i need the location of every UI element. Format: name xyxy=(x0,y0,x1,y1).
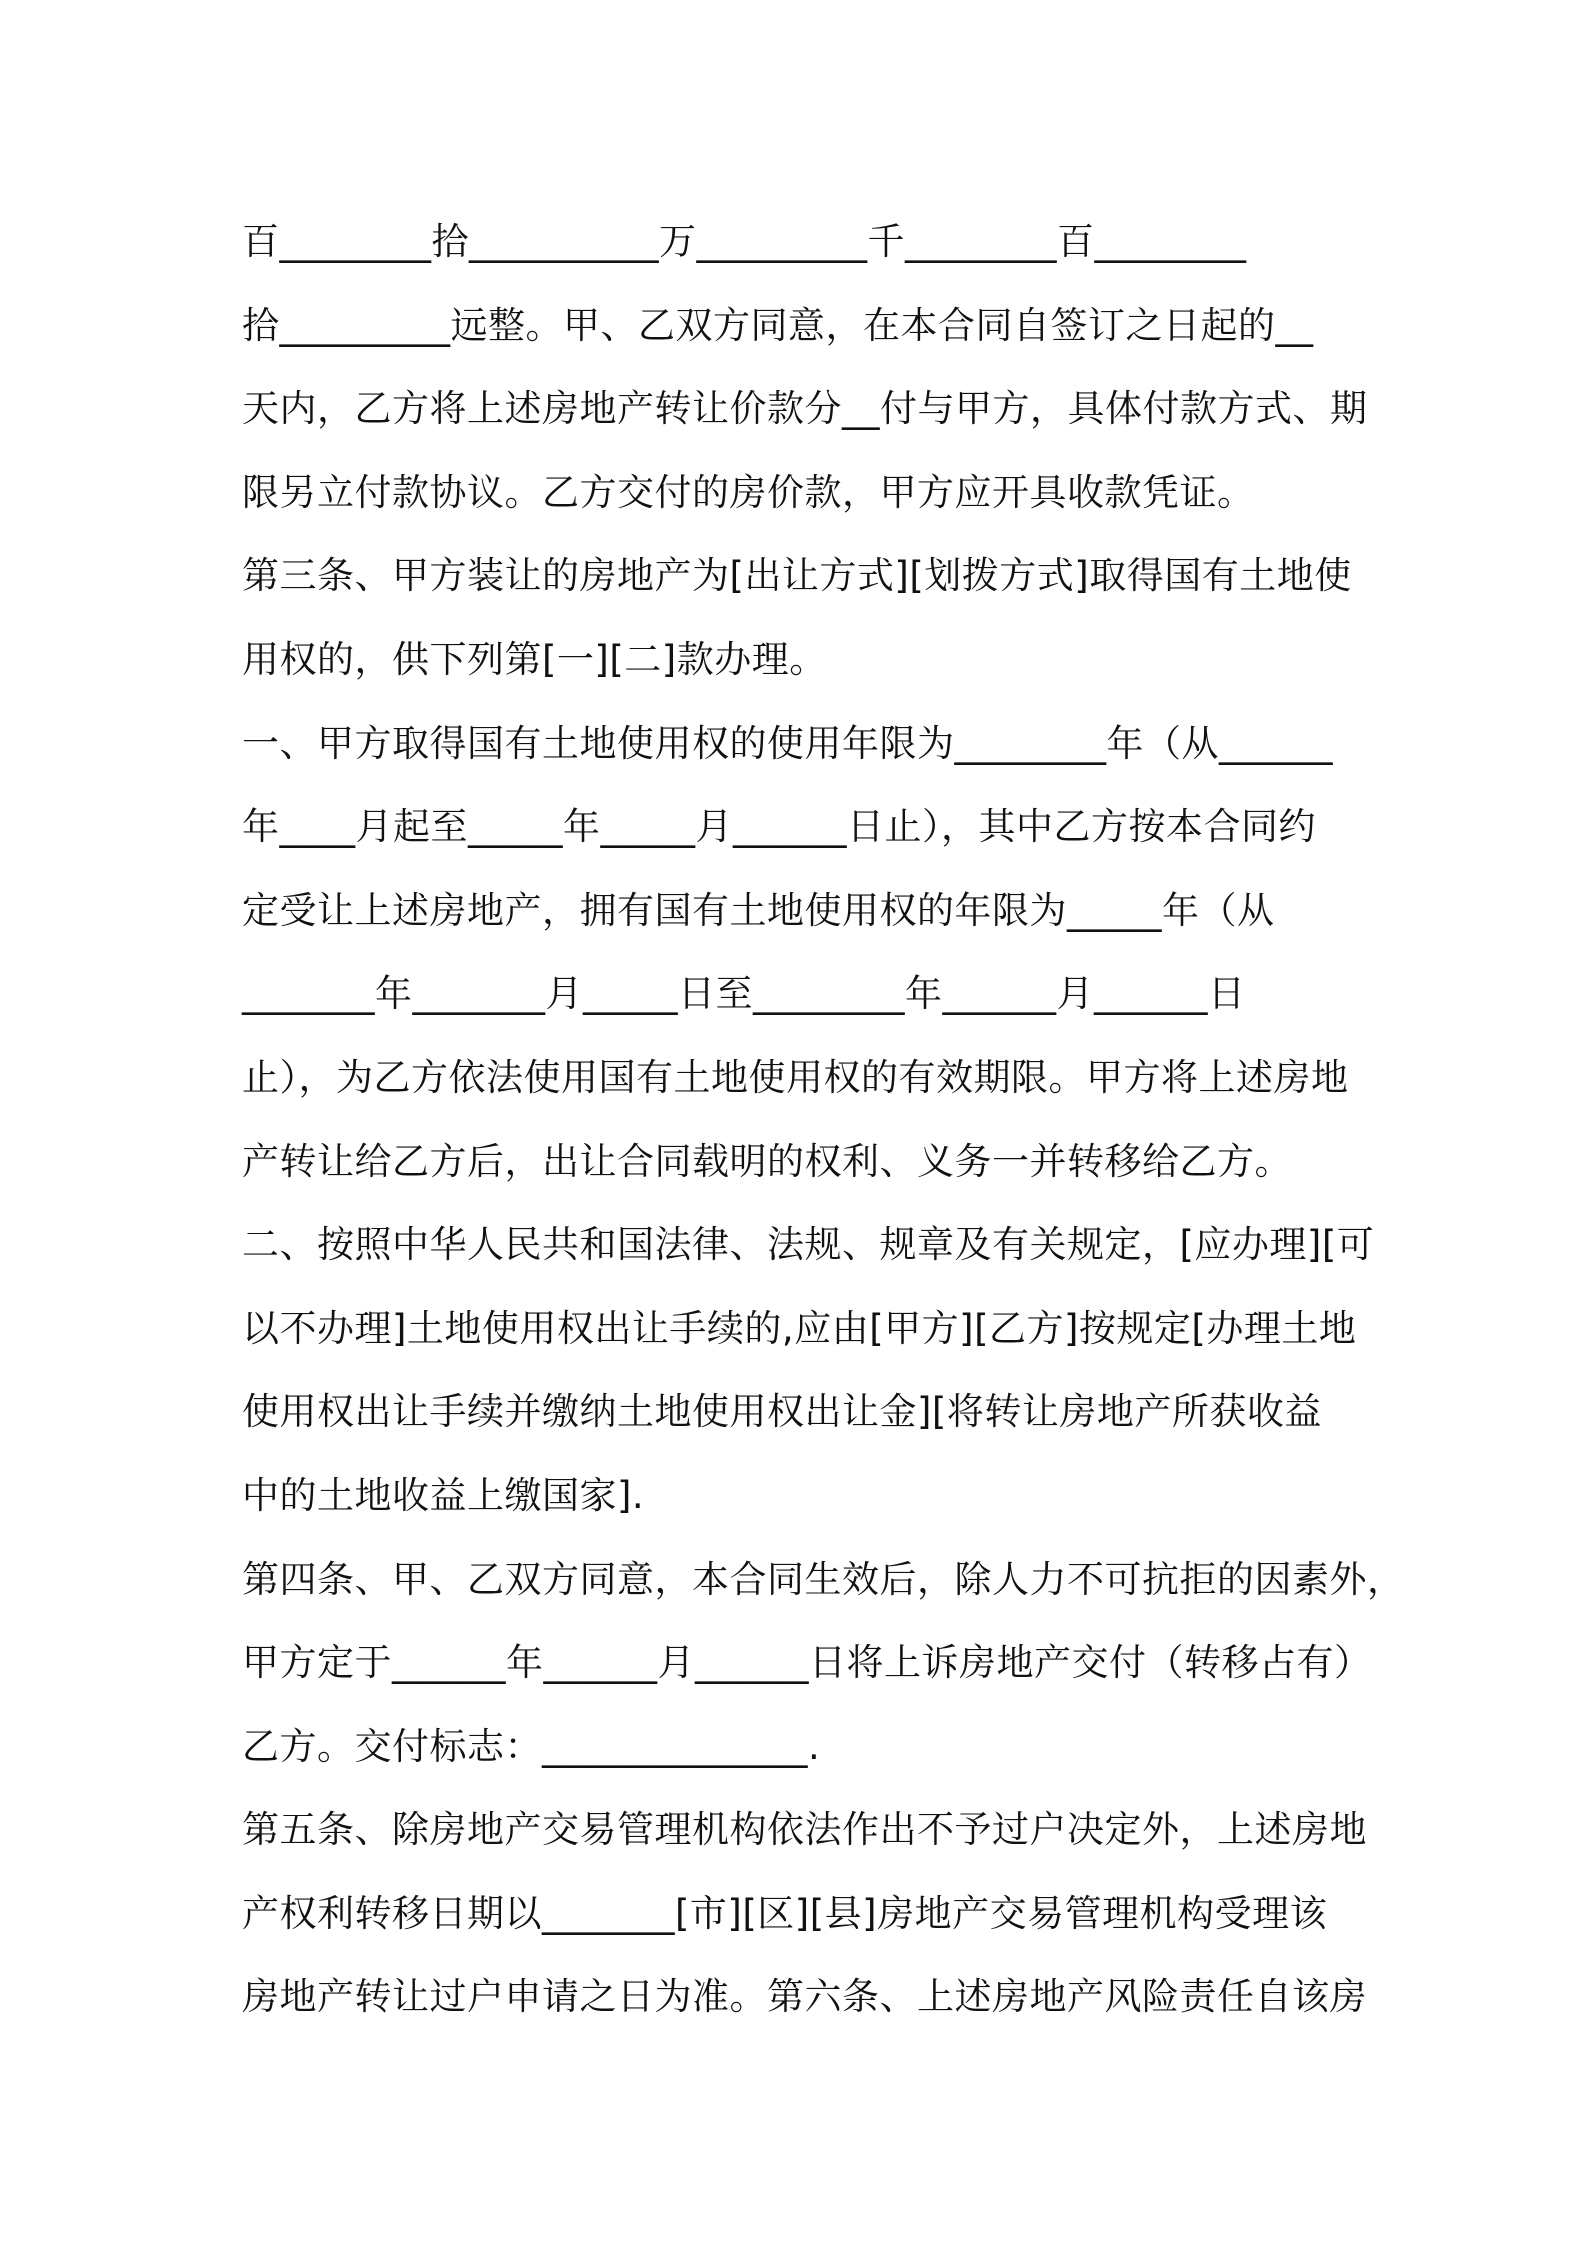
text-line: 使用权出让手续并缴纳土地使用权出让金][将转让房地产所获收益 xyxy=(242,1390,1322,1434)
text-line: 年____月起至_____年_____月______日止），其中乙方按本合同约 xyxy=(242,805,1316,849)
text-line: 甲方定于______年______月______日将上诉房地产交付（转移占有） xyxy=(242,1641,1372,1685)
text-line: 天内，乙方将上述房地产转让价款分__付与甲方，具体付款方式、期 xyxy=(242,387,1368,431)
article-5-heading-line: 第五条、除房地产交易管理机构依法作出不予过户决定外，上述房地 xyxy=(242,1808,1367,1852)
text-line: 定受让上述房地产，拥有国有土地使用权的年限为_____年（从 xyxy=(242,888,1275,932)
text-line: 限另立付款协议。乙方交付的房价款，甲方应开具收款凭证。 xyxy=(242,470,1255,514)
clause-1-line: 一、甲方取得国有土地使用权的使用年限为________年（从______ xyxy=(242,721,1333,765)
text-line: 止），为乙方依法使用国有土地使用权的有效期限。甲方将上述房地 xyxy=(242,1055,1349,1099)
text-line: 产转让给乙方后，出让合同载明的权利、义务一并转移给乙方。 xyxy=(242,1139,1292,1183)
text-line: 拾_________远整。甲、乙双方同意，在本合同自签订之日起的__ xyxy=(242,303,1314,347)
article-4-heading-line: 第四条、甲、乙双方同意，本合同生效后，除人力不可抗拒的因素外， xyxy=(242,1557,1405,1601)
text-line: 房地产转让过户申请之日为准。第六条、上述房地产风险责任自该房 xyxy=(242,1975,1367,2019)
text-line: 百________拾__________万_________千________百________ xyxy=(242,220,1247,263)
article-3-heading-line: 第三条、甲方装让的房地产为[出让方式][划拨方式]取得国有土地使 xyxy=(242,554,1352,598)
text-line: 用权的，供下列第[一][二]款办理。 xyxy=(242,637,827,681)
text-line: 产权利转移日期以_______[市][区][县]房地产交易管理机构受理该 xyxy=(242,1891,1328,1935)
text-line: 乙方。交付标志：______________. xyxy=(242,1724,821,1768)
contract-body xyxy=(242,200,1405,2039)
text-line: 中的土地收益上缴国家]. xyxy=(242,1473,645,1517)
text-line: _______年_______月_____日至________年______月______日 xyxy=(242,972,1246,1016)
clause-2-line: 二、按照中华人民共和国法律、法规、规章及有关规定，[应办理][可 xyxy=(242,1223,1375,1267)
text-line: 以不办理]土地使用权出让手续的,应由[甲方][乙方]按规定[办理土地 xyxy=(242,1306,1357,1350)
